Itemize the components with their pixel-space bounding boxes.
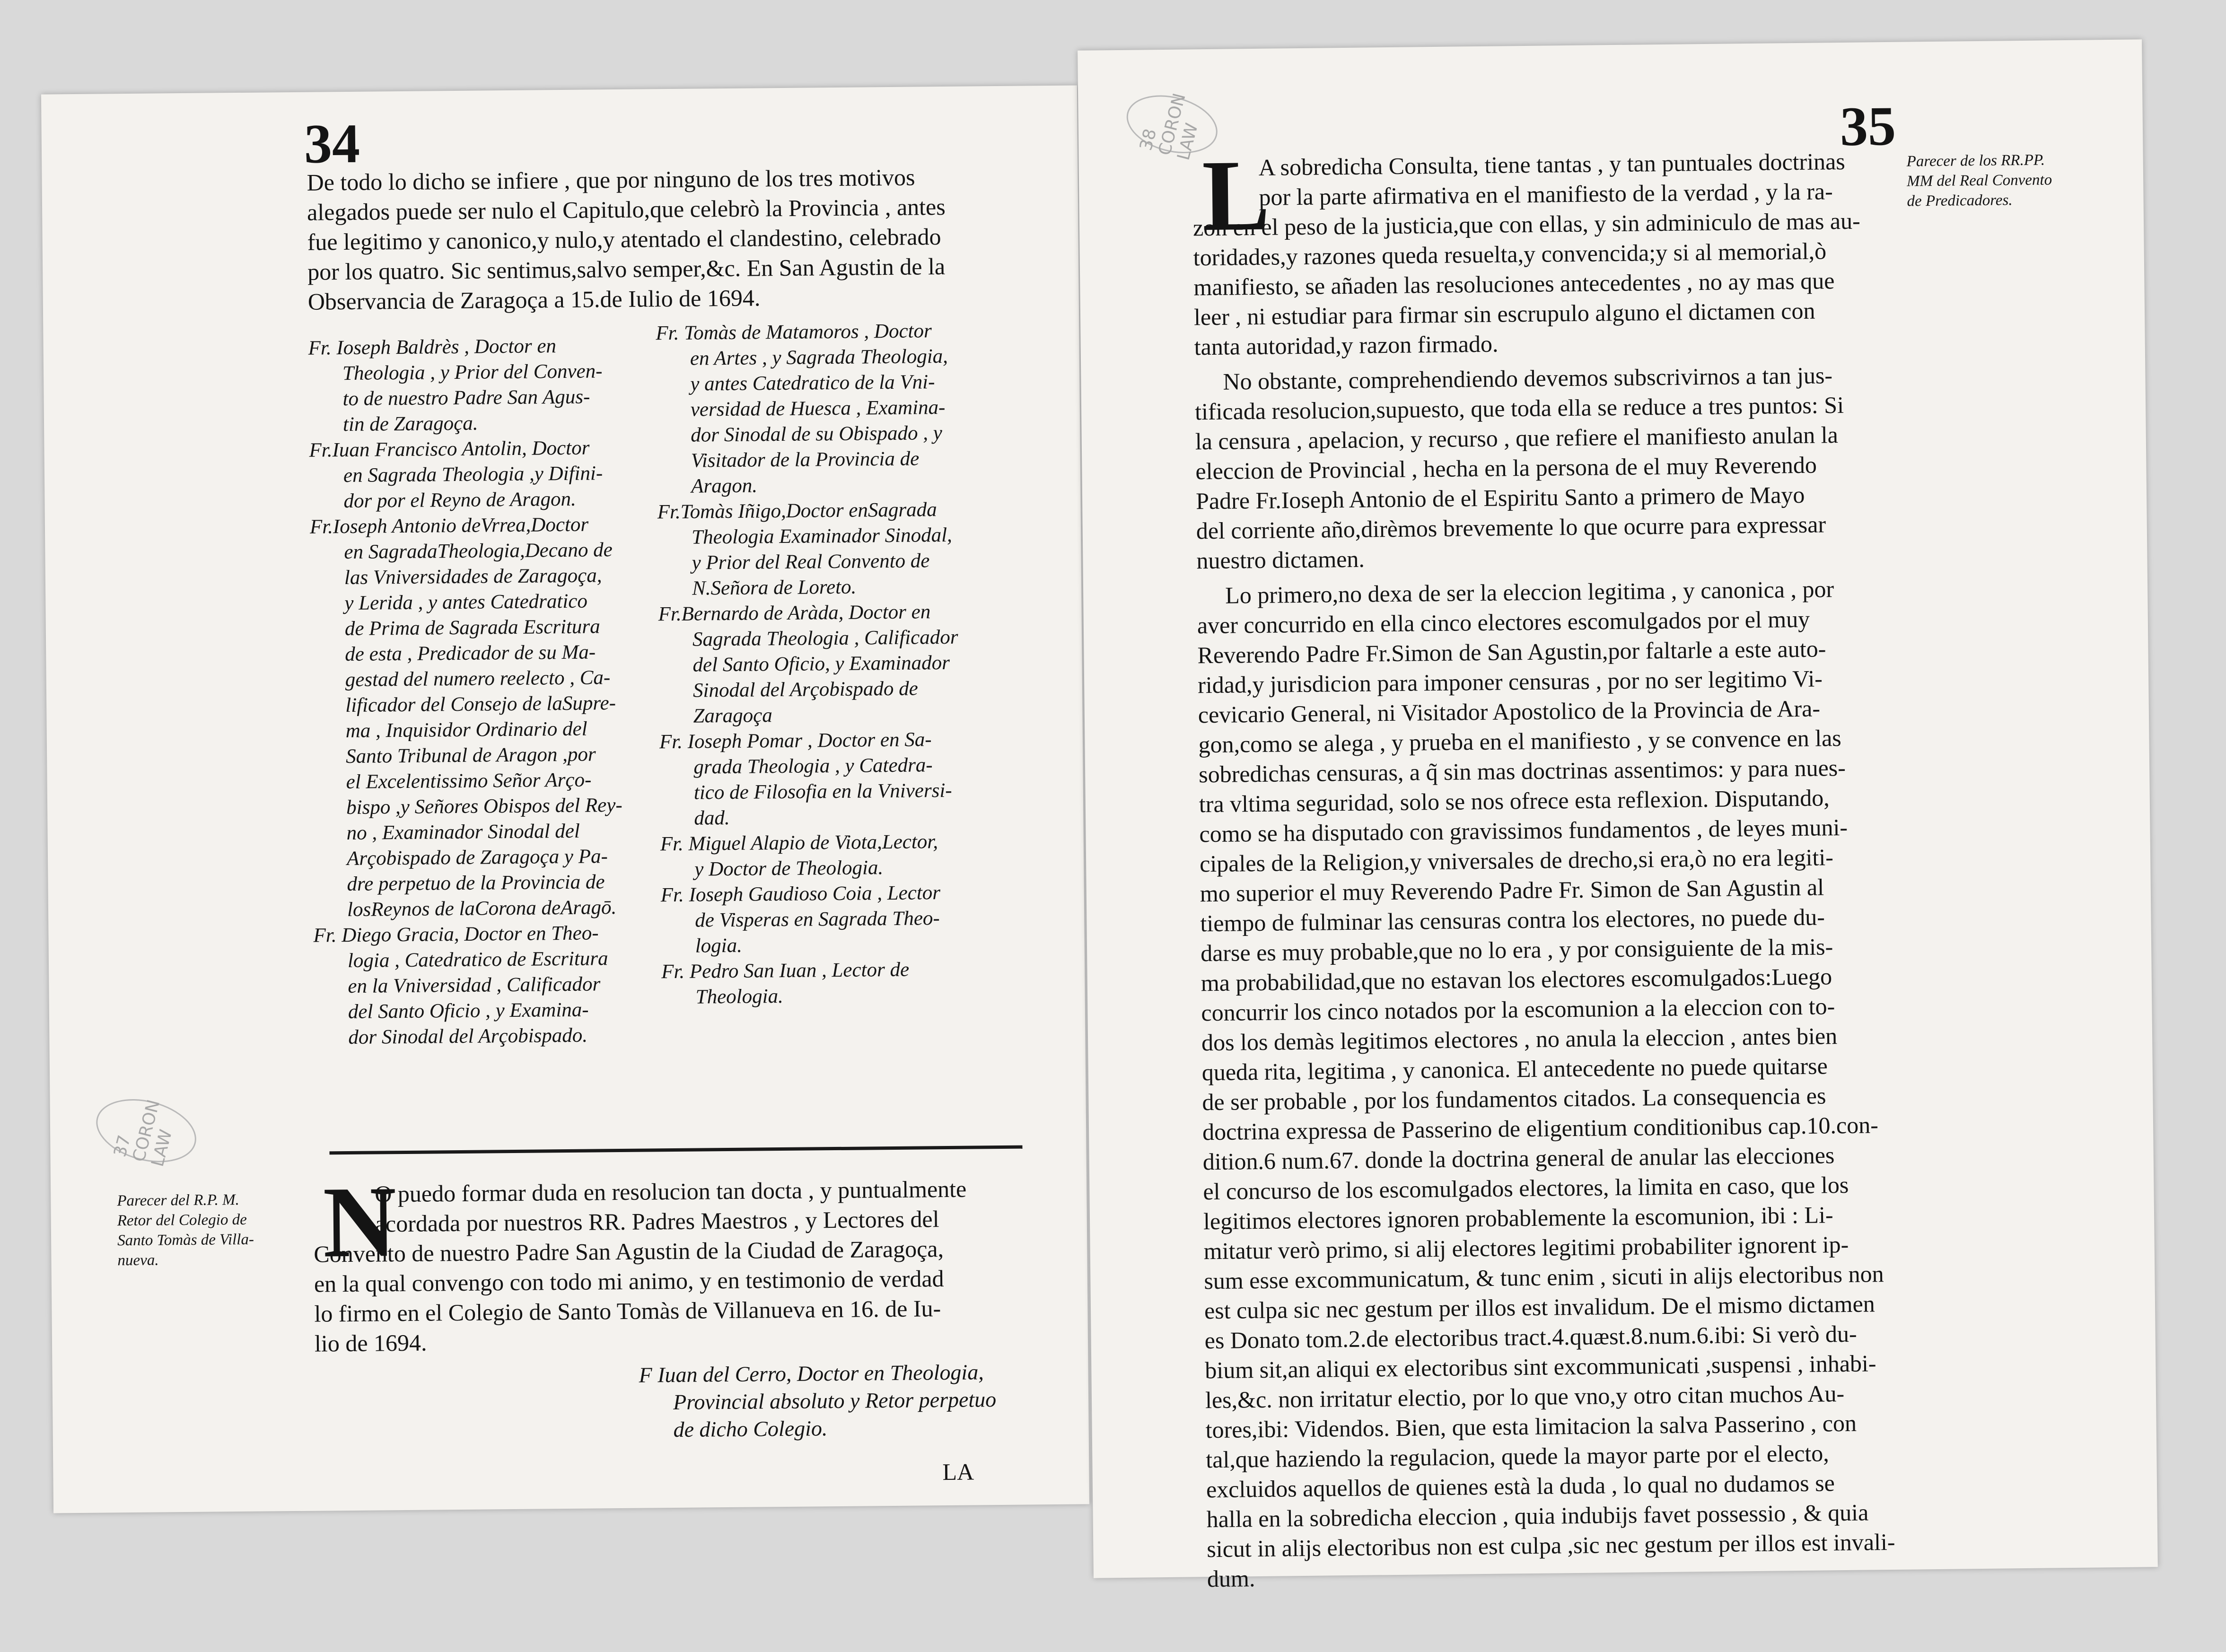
- signature-line: to de nuestro Padre San Agus-: [342, 385, 590, 411]
- page-number: 35: [1840, 95, 1896, 157]
- text-line: Convento de nuestro Padre San Agustin de la Ciudad de Zaragoça,: [314, 1235, 944, 1267]
- signature-line: Fr. Pedro San Iuan , Lector de: [661, 958, 910, 983]
- signature-line: dor Sinodal de su Obispado , y: [691, 422, 943, 446]
- text-line: tores,ibi: Videndos. Bien, que esta limitacion la salva Passerino , con: [1205, 1409, 1857, 1443]
- text-line: Observancia de Zaragoça a 15.de Iulio de 1694.: [307, 284, 761, 315]
- text-line: es Donato tom.2.de electoribus tract.4.quæst.8.num.6.ibi: Si verò du-: [1204, 1320, 1857, 1354]
- signature-line: Sinodal del Arçobispado de: [692, 677, 918, 702]
- signature-line: Arçobispado de Zaragoça y Pa-: [346, 845, 608, 870]
- signature-line: Visitador de la Provincia de: [691, 447, 920, 472]
- text-line: como se ha disputado con gravissimos fundamentos , de leyes muni-: [1199, 813, 1848, 848]
- text-line: la censura , apelacion, y recurso , que refiere el manifiesto anulan la: [1195, 421, 1839, 455]
- signature-line: Sagrada Theologia , Calificador: [692, 626, 958, 651]
- text-line: de ser probable , por los fundamentos citados. La consequencia es: [1202, 1082, 1826, 1116]
- signature-line: Fr. Ioseph Gaudioso Coia , Lector: [660, 882, 941, 907]
- text-line: nuestro dictamen.: [1196, 545, 1365, 574]
- signature-line: Fr. Miguel Alapio de Viota,Lector,: [660, 830, 938, 856]
- text-line: mitatur verò primo, si alij electores legitimi probabiliter ignorent ip-: [1203, 1231, 1849, 1265]
- margin-note-line: Retor del Colegio de: [117, 1211, 247, 1230]
- text-line: por la parte afirmativa en el manifiesto de la verdad , y la ra-: [1259, 178, 1833, 210]
- text-line: halla en la sobredicha eleccion , quia indubijs favet possessio , & quia: [1206, 1499, 1869, 1533]
- signature-line: Theologia.: [695, 985, 784, 1008]
- text-line: Padre Fr.Ioseph Antonio de el Espiritu Santo a primero de Mayo: [1195, 481, 1805, 515]
- text-line: Lo primero,no dexa de ser la eleccion legitima , y canonica , por: [1225, 576, 1834, 609]
- signature-line: en Sagrada Theologia ,y Difini-: [343, 462, 603, 487]
- opening-paragraph: [307, 162, 1017, 317]
- page-number: 34: [304, 112, 360, 175]
- text-line: en la qual convengo con todo mi animo, y en testimonio de verdad: [314, 1265, 944, 1297]
- signature-line: Theologia Examinador Sinodal,: [691, 524, 952, 549]
- archive-stamp: 37 CORON LAW: [89, 1089, 203, 1172]
- text-line: mo superior el muy Reverendo Padre Fr. Simon de San Agustin al: [1200, 874, 1824, 907]
- signature-line: y Doctor de Theologia.: [694, 857, 884, 881]
- text-line: excluidos aquellos de quienes està la duda , lo qual no dudamos se: [1206, 1469, 1835, 1503]
- signature-line: Fr. Ioseph Pomar , Doctor en Sa-: [659, 728, 932, 753]
- text-line: ridad,y jurisdicion para imponer censuras , por no ser legitimo Vi-: [1197, 665, 1823, 699]
- signature-line: Fr.Ioseph Antonio deVrrea,Doctor: [309, 513, 589, 538]
- text-line: tificada resolucion,supuesto, que toda ella se reduce a tres puntos: Si: [1194, 391, 1844, 425]
- closing-signature: [639, 1358, 1041, 1443]
- text-line: manifiesto, se añaden las resoluciones antecedentes , no ay mas que: [1193, 267, 1835, 301]
- signature-line: ma , Inquisidor Ordinario del: [345, 717, 587, 743]
- signature-line: Fr. Diego Gracia, Doctor en Theo-: [313, 922, 599, 947]
- signature-line: de Prima de Sagrada Escritura: [344, 615, 600, 640]
- text-line: sum esse excommunicatum, & tunc enim , sicuti in alijs electoribus non: [1204, 1260, 1884, 1294]
- signature-line: losReynos de laCorona deAragō.: [347, 896, 617, 921]
- signatures-right-column: [656, 318, 1002, 1010]
- margin-note: [1906, 149, 2120, 211]
- signature-line: y Prior del Real Convento de: [692, 550, 930, 574]
- signature-line: Santo Tribunal de Aragon ,por: [345, 743, 596, 768]
- margin-note-line: nueva.: [117, 1251, 159, 1269]
- signature-line: dor Sinodal del Arçobispado.: [348, 1024, 588, 1049]
- text-line: toridades,y razones queda resuelta,y convencida;y si al memorial,ò: [1193, 237, 1827, 271]
- text-line: el concurso de los escomulgados electores, la limita en caso, que los: [1203, 1171, 1849, 1205]
- text-line: ma probabilidad,que no estavan los electores escomulgados:Luego: [1201, 963, 1832, 996]
- text-line: acordada por nuestros RR. Padres Maestros , y Lectores del: [375, 1206, 939, 1237]
- signature-line: no , Examinador Sinodal del: [346, 820, 580, 845]
- left-page: [41, 86, 1089, 1513]
- text-line: dum.: [1207, 1565, 1255, 1592]
- signature-line: Provincial absoluto y Retor perpetuo: [673, 1387, 997, 1415]
- text-line: cevicario General, ni Visitador Apostolico de la Provincia de Ara-: [1198, 695, 1821, 728]
- signature-line: F Iuan del Cerro, Doctor en Theologia,: [639, 1360, 984, 1387]
- text-line: tiempo de fulminar las censuras contra los electores, no puede du-: [1200, 903, 1825, 937]
- signature-line: tico de Filosofia en la Vniversi-: [693, 779, 952, 804]
- text-line: sicut in alijs electoribus non est culpa ,sic nec gestum per illos est invali-: [1207, 1528, 1895, 1563]
- text-line: tal,que haziendo la regulacion, quede la mayor parte por el electo,: [1206, 1440, 1830, 1473]
- text-line: del corriente año,dirèmos brevemente lo que ocurre para expressar: [1196, 511, 1826, 544]
- signature-line: de dicho Colegio.: [673, 1416, 828, 1442]
- signature-line: logia , Catedratico de Escritura: [347, 947, 608, 972]
- text-line: O puedo formar duda en resolucion tan docta , y puntualmente: [375, 1175, 967, 1207]
- text-line: tra vltima seguridad, solo se nos ofrece esta reflexion. Disputando,: [1199, 784, 1830, 818]
- section-divider: [329, 1145, 1022, 1155]
- signature-line: dad.: [694, 806, 730, 830]
- text-line: fue legitimo y canonico,y nulo,y atentado el clandestino, celebrado: [307, 223, 941, 255]
- text-line: legitimos electores ignoren probablemente la escomunion, ibi : Li-: [1203, 1201, 1833, 1235]
- text-line: lo firmo en el Colegio de Santo Tomàs de Villanueva en 16. de Iu-: [314, 1295, 941, 1327]
- signature-line: y antes Catedratico de la Vni-: [690, 371, 935, 395]
- text-line: concurrir los cinco notados por la escomunion a la eleccion con to-: [1201, 993, 1835, 1026]
- drop-cap: N: [322, 1165, 397, 1279]
- text-line: A sobredicha Consulta, tiene tantas , y tan puntuales doctrinas: [1258, 148, 1845, 181]
- signature-line: y Lerida , y antes Catedratico: [344, 590, 588, 615]
- archive-stamp: 38 CORON LAW: [1120, 86, 1224, 162]
- text-line: gon,como se alega , y prueba en el manifiesto , y se convence en las: [1198, 725, 1841, 758]
- margin-note-line: MM del Real Convento: [1906, 171, 2052, 190]
- text-line: darse es muy probable,que no lo era , y por consiguiente de la mis-: [1200, 933, 1833, 967]
- first-paragraph: [1192, 138, 1894, 362]
- text-line: tanta autoridad,y razon firmado.: [1194, 330, 1499, 360]
- signature-line: del Santo Oficio , y Examina-: [348, 998, 589, 1023]
- signature-line: dre perpetuo de la Provincia de: [347, 871, 605, 896]
- signature-line: gestad del numero reelecto , Ca-: [345, 666, 611, 691]
- right-page: [1078, 39, 2158, 1592]
- signature-line: en Artes , y Sagrada Theologia,: [690, 345, 948, 370]
- text-line: por los quatro. Sic sentimus,salvo semper,&c. En San Agustin de la: [307, 253, 946, 285]
- signature-line: Zaragoça: [693, 704, 772, 727]
- signature-line: Fr.Bernardo de Aràda, Doctor en: [658, 601, 931, 626]
- signature-line: tin de Zaragoça.: [342, 412, 478, 436]
- text-line: dos los demàs legitimos electores , no anula la eleccion , antes bien: [1201, 1023, 1838, 1056]
- signature-line: las Vniversidades de Zaragoça,: [344, 564, 602, 589]
- margin-note-line: Santo Tomàs de Villa-: [117, 1231, 254, 1250]
- signature-line: en la Vniversidad , Calificador: [348, 973, 601, 998]
- signature-line: Fr.Tomàs Iñigo,Doctor enSagrada: [657, 498, 937, 524]
- text-line: zon en el peso de la justicia,que con ellas, y sin adminiculo de mas au-: [1192, 207, 1861, 241]
- signature-line: Theologia , y Prior del Conven-: [342, 360, 603, 385]
- text-line: No obstante, comprehendiendo devemos subscrivirnos a tan jus-: [1223, 362, 1833, 395]
- margin-note-line: Parecer del R.P. M.: [117, 1191, 239, 1210]
- text-line: bium sit,an aliqui ex electoribus sint excommunicati ,suspensi , inhabi-: [1205, 1350, 1876, 1384]
- margin-note-line: de Predicadores.: [1907, 192, 2013, 210]
- text-line: est culpa sic nec gestum per illos est invalidum. De el mismo dictamen: [1204, 1290, 1875, 1324]
- signature-line: Fr.Iuan Francisco Antolin, Doctor: [309, 437, 590, 462]
- signature-line: grada Theologia , y Catedra-: [693, 754, 933, 778]
- signature-line: dor por el Reyno de Aragon.: [343, 488, 576, 513]
- margin-note: [117, 1189, 316, 1271]
- signature-line: bispo ,y Señores Obispos del Rey-: [346, 794, 622, 819]
- text-line: dition.6 num.67. donde la doctrina general de anular las elecciones: [1202, 1142, 1835, 1175]
- signature-line: Fr. Tomàs de Matamoros , Doctor: [656, 320, 932, 345]
- signature-line: de Visperas en Sagrada Theo-: [695, 907, 940, 932]
- parecer-paragraph: [313, 1165, 1024, 1359]
- signature-line: del Santo Oficio, y Examinador: [692, 651, 950, 676]
- margin-note-line: Parecer de los RR.PP.: [1906, 151, 2045, 170]
- signatures-left-column: [308, 332, 655, 1050]
- signature-line: lificador del Consejo de laSupre-: [345, 692, 616, 717]
- text-line: les,&c. non irritatur electio, por lo que vno,y otro citan muchos Au-: [1205, 1380, 1845, 1414]
- signature-line: de esta , Predicador de su Ma-: [345, 641, 596, 666]
- signature-line: Aragon.: [691, 474, 758, 498]
- signature-line: versidad de Huesca , Examina-: [690, 396, 946, 421]
- text-line: eleccion de Provincial , hecha en la persona de el muy Reverendo: [1195, 451, 1817, 485]
- text-line: Reverendo Padre Fr.Simon de San Agustin,por faltarle a este auto-: [1197, 635, 1826, 669]
- text-line: lio de 1694.: [314, 1329, 427, 1357]
- signature-line: en SagradaTheologia,Decano de: [344, 539, 613, 564]
- signature-line: el Excelentissimo Señor Arço-: [346, 769, 592, 794]
- text-line: aver concurrido en ella cinco electores escomulgados por el muy: [1197, 605, 1810, 639]
- catchword: LA: [942, 1458, 974, 1486]
- text-line: alegados puede ser nulo el Capitulo,que celebrò la Provincia , antes: [307, 193, 946, 226]
- signature-line: N.Señora de Loreto.: [692, 576, 857, 600]
- text-line: doctrina expressa de Passerino de eligentium conditionibus cap.10.con-: [1202, 1111, 1879, 1145]
- text-line: queda rita, legitima , y canonica. El antecedente no puede quitarse: [1201, 1052, 1828, 1086]
- text-line: De todo lo dicho se infiere , que por ninguno de los tres motivos: [307, 164, 915, 196]
- signature-line: logia.: [695, 934, 743, 957]
- second-paragraph: [1194, 360, 1897, 576]
- drop-cap: L: [1201, 138, 1271, 253]
- third-paragraph: [1197, 574, 1907, 1594]
- text-line: leer , ni estudiar para firmar sin escrupulo alguno el dictamen con: [1193, 297, 1815, 331]
- text-line: sobredichas censuras, a q̃ sin mas doctrinas assentimos: y para nues-: [1198, 754, 1846, 788]
- text-line: cipales de la Religion,y vniversales de drecho,si era,ò no era legiti-: [1199, 844, 1834, 877]
- signature-line: Fr. Ioseph Baldrès , Doctor en: [308, 335, 557, 359]
